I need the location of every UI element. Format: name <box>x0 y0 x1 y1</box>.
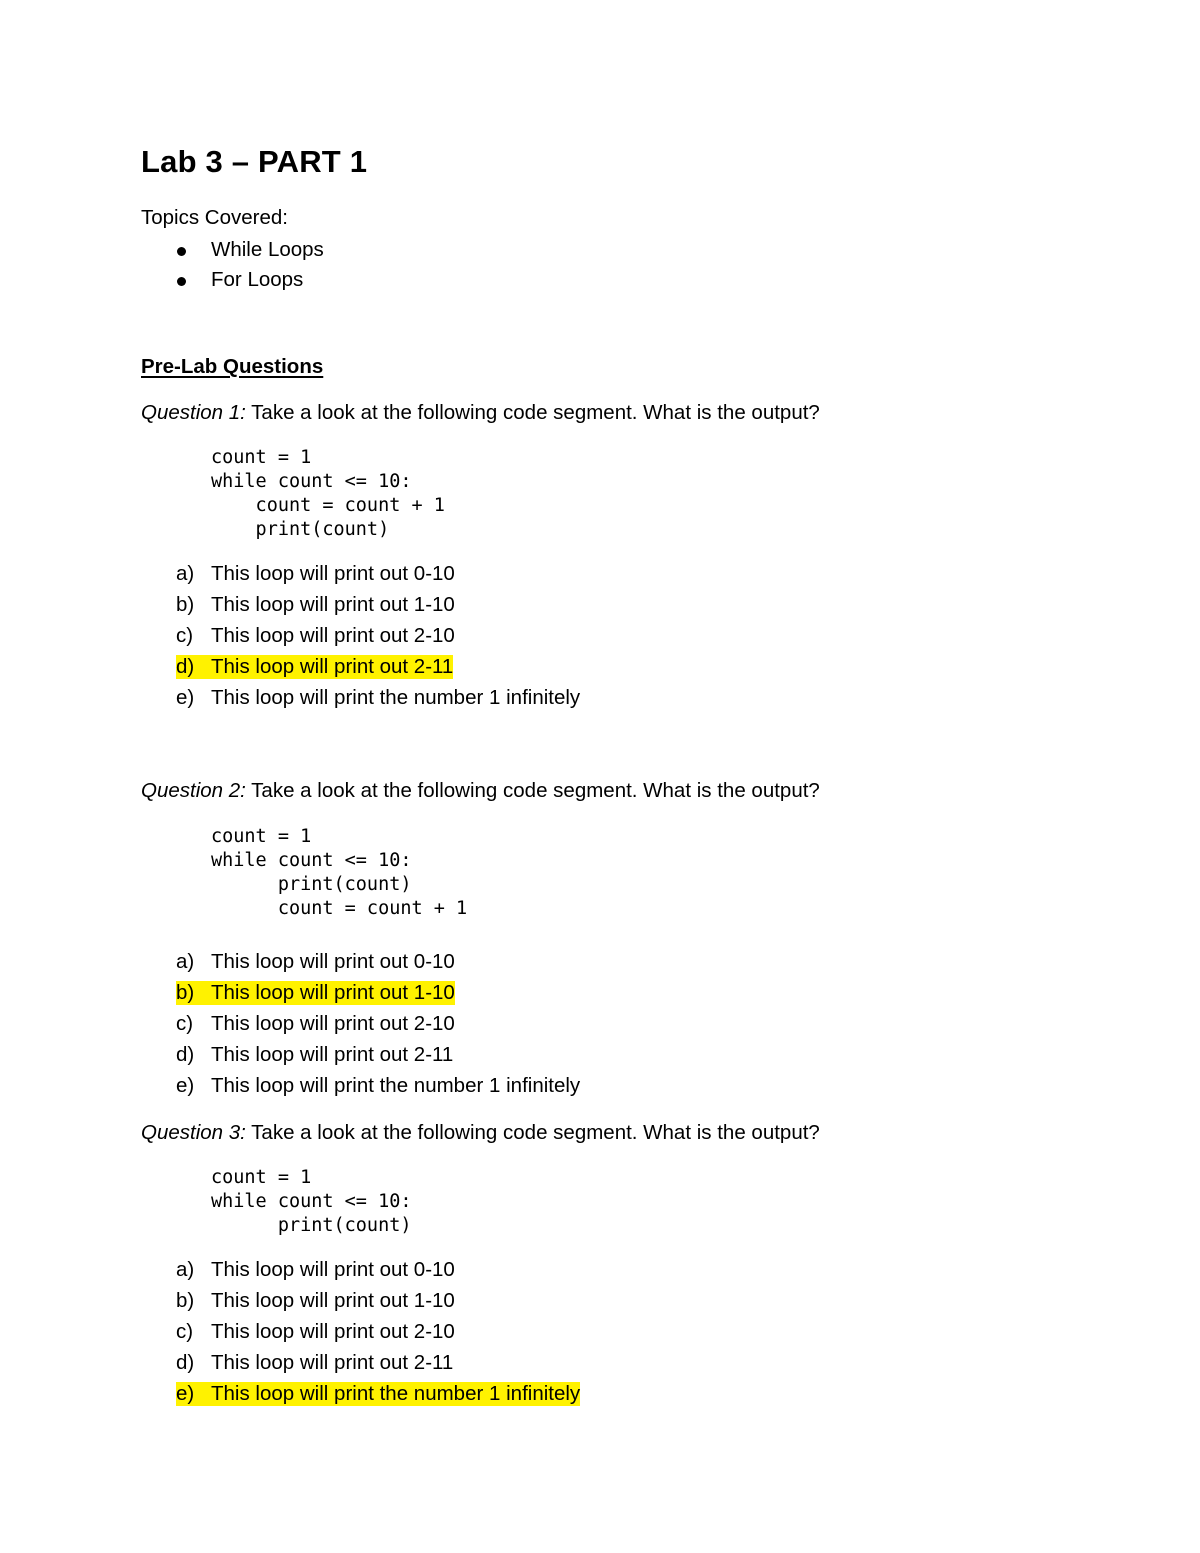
answer-option: c) This loop will print out 2-10 <box>176 1320 455 1343</box>
question-text: Take a look at the following code segment. What is the output? <box>245 401 820 424</box>
answer-option: d) This loop will print out 2-11 <box>176 1043 454 1066</box>
bullet-icon <box>177 277 186 286</box>
answer-option-highlighted: b) This loop will print out 1-10 <box>176 981 455 1004</box>
question-2-prompt <box>141 779 820 803</box>
code-line: while count <= 10: <box>211 850 412 871</box>
answer-option: c) This loop will print out 2-10 <box>176 624 455 647</box>
code-line: print(count) <box>211 874 412 895</box>
code-line: count = 1 <box>211 447 312 468</box>
answer-option-highlighted: d) This loop will print out 2-11 <box>176 655 454 678</box>
answer-option: e) This loop will print the number 1 infinitely <box>176 1074 581 1097</box>
question-3-prompt <box>141 1121 820 1145</box>
code-line: print(count) <box>211 1215 412 1236</box>
code-line: count = count + 1 <box>211 495 445 516</box>
page-title: Lab 3 – PART 1 <box>141 144 368 179</box>
question-text: Take a look at the following code segment. What is the output? <box>245 1121 820 1144</box>
topic-item: For Loops <box>211 268 304 291</box>
code-line: count = 1 <box>211 1167 312 1188</box>
question-label: Question 1: <box>141 401 246 424</box>
question-label: Question 2: <box>141 779 246 802</box>
answer-option: e) This loop will print the number 1 infinitely <box>176 686 581 709</box>
answer-option: b) This loop will print out 1-10 <box>176 1289 455 1312</box>
question-text: Take a look at the following code segment. What is the output? <box>245 779 820 802</box>
code-line: count = 1 <box>211 826 312 847</box>
question-label: Question 3: <box>141 1121 246 1144</box>
answer-option-highlighted: e) This loop will print the number 1 infinitely <box>176 1382 581 1405</box>
answer-option: c) This loop will print out 2-10 <box>176 1012 455 1035</box>
topic-item: While Loops <box>211 238 324 261</box>
code-line: print(count) <box>211 519 390 540</box>
topics-label: Topics Covered: <box>141 206 288 229</box>
code-line: while count <= 10: <box>211 471 412 492</box>
answer-option: a) This loop will print out 0-10 <box>176 950 455 973</box>
prelab-heading: Pre-Lab Questions <box>141 355 324 378</box>
bullet-icon <box>177 247 186 256</box>
code-line: while count <= 10: <box>211 1191 412 1212</box>
answer-option: d) This loop will print out 2-11 <box>176 1351 454 1374</box>
answer-option: b) This loop will print out 1-10 <box>176 593 455 616</box>
question-1-prompt <box>141 401 820 425</box>
answer-option: a) This loop will print out 0-10 <box>176 1258 455 1281</box>
answer-option: a) This loop will print out 0-10 <box>176 562 455 585</box>
code-line: count = count + 1 <box>211 898 468 919</box>
